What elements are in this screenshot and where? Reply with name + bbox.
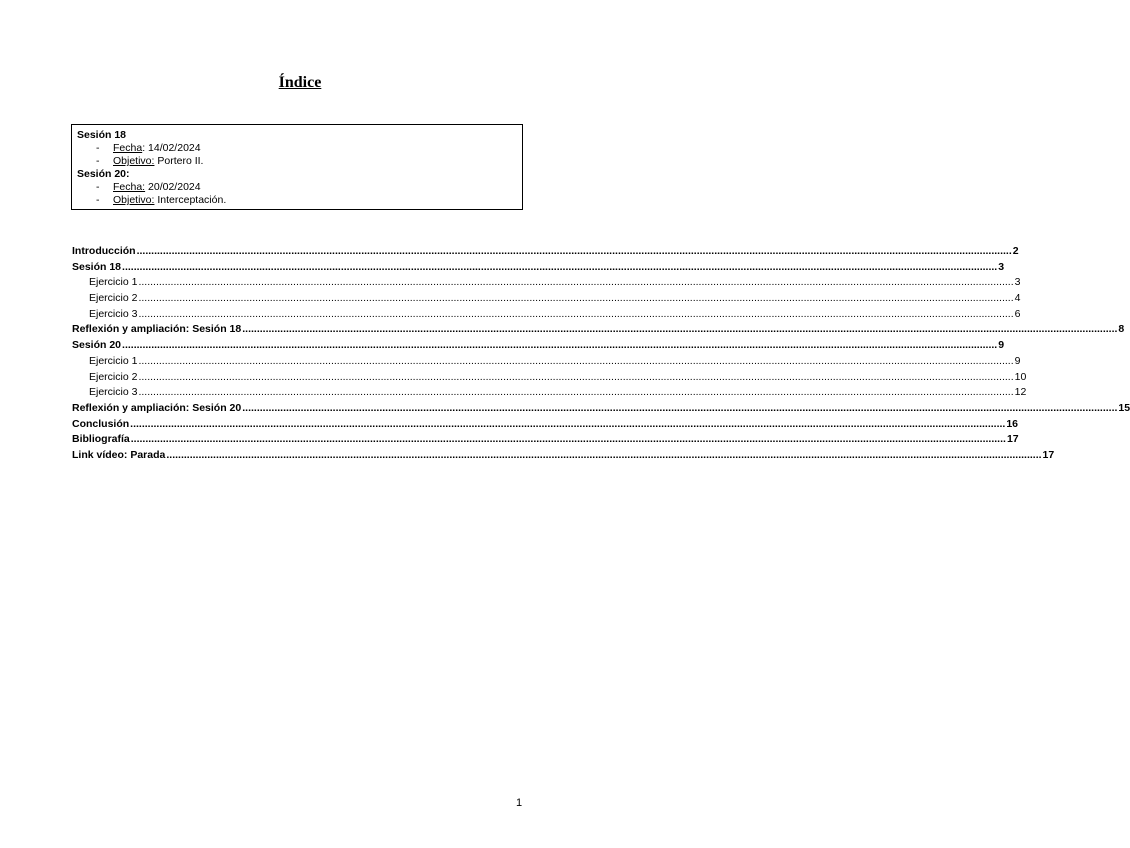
bullet-dash: - <box>96 194 100 206</box>
toc-dot-leader: ............................................................................................................................................................................................................................................................................................................ <box>138 292 1014 305</box>
toc-entry-page: 16 <box>1006 417 1019 430</box>
date-separator: : <box>142 142 149 154</box>
toc-entry-label: Ejercicio 2 <box>89 370 138 383</box>
toc-dot-leader: ............................................................................................................................................................................................................................................................................................................ <box>136 245 1012 257</box>
toc-entry-label: Link vídeo: Parada <box>72 448 166 461</box>
session-date-row <box>77 181 522 194</box>
toc-entry[interactable] <box>72 323 1125 339</box>
session-title: Sesión 18 <box>77 129 127 141</box>
toc-dot-leader: ............................................................................................................................................................................................................................................................................................................ <box>138 354 1014 367</box>
toc-entry[interactable] <box>72 260 1005 277</box>
objective-value: Portero II. <box>154 155 204 167</box>
bullet-dash: - <box>96 155 100 167</box>
page-number: 1 <box>516 797 523 809</box>
date-label: Fecha: <box>113 181 146 193</box>
toc-entry[interactable] <box>72 433 1019 449</box>
session-summary-box <box>71 124 523 210</box>
toc-entry-page: 9 <box>1014 354 1021 367</box>
toc-entry-page: 10 <box>1014 370 1027 383</box>
toc-entry[interactable] <box>72 354 1021 371</box>
toc-entry-page: 2 <box>1012 245 1019 257</box>
toc-entry-label: Reflexión y ampliación: Sesión 20 <box>72 401 242 414</box>
date-label: Fecha <box>113 142 143 154</box>
toc-entry-label: Introducción <box>72 245 136 257</box>
toc-entry[interactable] <box>72 370 1027 387</box>
toc-entry[interactable] <box>72 292 1021 308</box>
session-block <box>77 168 522 207</box>
toc-entry-label: Sesión 20 <box>72 339 122 352</box>
toc-entry-label: Ejercicio 3 <box>89 386 138 399</box>
toc-entry-label: Ejercicio 1 <box>89 276 138 289</box>
toc-entry[interactable] <box>72 448 1055 465</box>
toc-entry-page: 17 <box>1006 433 1019 446</box>
toc-entry-label: Reflexión y ampliación: Sesión 18 <box>72 323 242 336</box>
toc-entry-page: 17 <box>1042 448 1055 461</box>
table-of-contents <box>72 245 1130 465</box>
page-title: Índice <box>278 74 322 91</box>
toc-entry-label: Ejercicio 3 <box>89 307 138 320</box>
session-date-row <box>77 142 522 155</box>
objective-label: Objetivo: <box>113 194 155 206</box>
toc-entry-page: 6 <box>1014 307 1021 320</box>
toc-entry[interactable] <box>72 339 1005 355</box>
toc-dot-leader: ............................................................................................................................................................................................................................................................................................................ <box>130 433 1006 446</box>
toc-entry[interactable] <box>72 245 1019 261</box>
toc-entry-page: 9 <box>998 339 1005 352</box>
toc-entry-page: 15 <box>1118 401 1130 414</box>
toc-dot-leader: ............................................................................................................................................................................................................................................................................................................ <box>122 339 998 352</box>
toc-entry-label: Ejercicio 1 <box>89 354 138 367</box>
toc-dot-leader: ............................................................................................................................................................................................................................................................................................................ <box>122 260 998 273</box>
toc-dot-leader: ............................................................................................................................................................................................................................................................................................................ <box>166 448 1042 461</box>
toc-entry-label: Ejercicio 2 <box>89 292 138 305</box>
toc-entry-page: 4 <box>1014 292 1021 305</box>
toc-dot-leader: ............................................................................................................................................................................................................................................................................................................ <box>242 401 1118 414</box>
date-value: 14/02/2024 <box>148 142 201 154</box>
objective-value: Interceptación. <box>154 194 227 206</box>
bullet-dash: - <box>96 181 100 193</box>
toc-dot-leader: ............................................................................................................................................................................................................................................................................................................ <box>138 386 1014 399</box>
date-value: 20/02/2024 <box>148 181 201 193</box>
session-title: Sesión 20: <box>77 168 130 180</box>
session-objective-row <box>77 194 522 207</box>
objective-label: Objetivo: <box>113 155 155 167</box>
toc-entry-label: Sesión 18 <box>72 260 122 273</box>
toc-entry-label: Conclusión <box>72 417 130 430</box>
toc-dot-leader: ............................................................................................................................................................................................................................................................................................................ <box>130 417 1006 430</box>
toc-dot-leader: ............................................................................................................................................................................................................................................................................................................ <box>138 276 1014 289</box>
bullet-dash: - <box>96 142 100 154</box>
toc-entry[interactable] <box>72 401 1130 418</box>
toc-entry[interactable] <box>72 417 1019 434</box>
toc-entry-page: 12 <box>1014 386 1027 399</box>
toc-entry[interactable] <box>72 276 1021 292</box>
toc-entry[interactable] <box>72 307 1021 324</box>
toc-entry-page: 3 <box>998 260 1005 273</box>
session-block <box>77 129 522 168</box>
toc-entry-page: 8 <box>1118 323 1125 336</box>
toc-dot-leader: ............................................................................................................................................................................................................................................................................................................ <box>138 370 1014 383</box>
toc-dot-leader: ............................................................................................................................................................................................................................................................................................................ <box>242 323 1118 336</box>
session-objective-row <box>77 155 522 168</box>
toc-dot-leader: ............................................................................................................................................................................................................................................................................................................ <box>138 307 1014 320</box>
toc-entry-label: Bibliografía <box>72 433 130 446</box>
toc-entry-page: 3 <box>1014 276 1021 289</box>
toc-entry[interactable] <box>72 386 1027 402</box>
